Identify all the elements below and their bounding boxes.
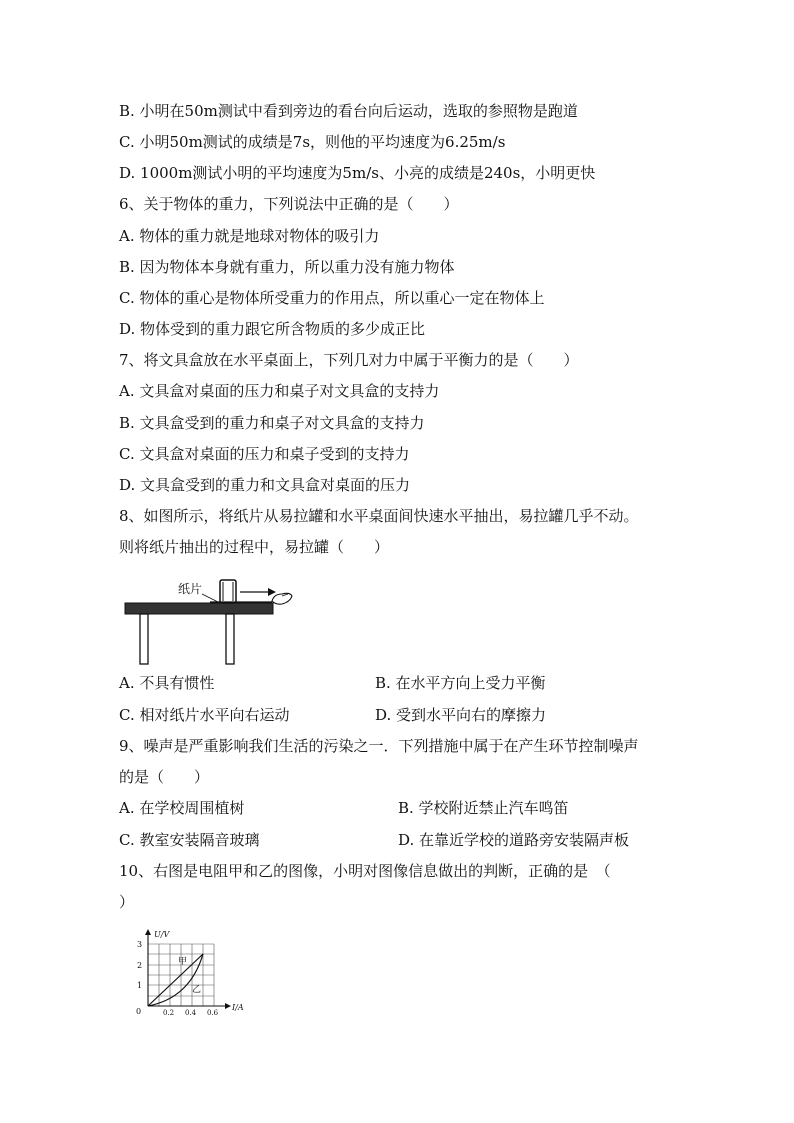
origin-label: 0 <box>136 1007 142 1016</box>
q7-stem: 7、将文具盒放在水平桌面上，下列几对力中属于平衡力的是（ ） <box>119 351 579 369</box>
q8-option-c: C. 相对纸片水平向右运动 <box>119 706 290 724</box>
q5-option-d: D. 1000m测试小明的平均速度为5m/s、小亮的成绩是240s，小明更快 <box>119 164 596 182</box>
q8-option-a: A. 不具有惯性 <box>119 674 215 692</box>
q8-option-d: D. 受到水平向右的摩擦力 <box>375 706 547 724</box>
q5-option-b: B. 小明在50m测试中看到旁边的看台向后运动，选取的参照物是跑道 <box>119 102 578 120</box>
q10-stem-line-2: ） <box>119 893 135 911</box>
q7-option-c: C. 文具盒对桌面的压力和桌子受到的支持力 <box>119 445 410 463</box>
pull-arrow-icon <box>268 588 276 596</box>
y-tick-2: 2 <box>137 961 143 970</box>
q9-stem-line-1: 9、噪声是严重影响我们生活的污染之一．下列措施中属于在产生环节控制噪声 <box>119 737 639 755</box>
q6-option-a: A. 物体的重力就是地球对物体的吸引力 <box>119 227 380 245</box>
y-axis-label: U/V <box>154 930 170 939</box>
soda-can <box>220 580 236 603</box>
q9-option-a: A. 在学校周围植树 <box>119 799 245 817</box>
y-tick-3: 3 <box>137 940 143 949</box>
q7-option-a: A. 文具盒对桌面的压力和桌子对文具盒的支持力 <box>119 382 440 400</box>
curve-label-jia: 甲 <box>178 957 188 967</box>
q8-option-b: B. 在水平方向上受力平衡 <box>375 674 546 692</box>
y-tick-1: 1 <box>137 981 143 990</box>
x-tick-0.2: 0.2 <box>163 1009 175 1017</box>
q6-option-c: C. 物体的重心是物体所受重力的作用点，所以重心一定在物体上 <box>119 289 545 307</box>
curve-label-yi: 乙 <box>192 985 202 995</box>
q7-option-b: B. 文具盒受到的重力和桌子对文具盒的支持力 <box>119 414 425 432</box>
q5-option-c: C. 小明50m测试的成绩是7s，则他的平均速度为6.25m/s <box>119 133 506 151</box>
q10-stem-line-1: 10、右图是电阻甲和乙的图像，小明对图像信息做出的判断，正确的是 （ <box>119 862 611 880</box>
q8-stem-line-2: 则将纸片抽出的过程中，易拉罐（ ） <box>119 538 390 556</box>
paper-label: 纸片 <box>178 582 203 596</box>
resistance-graph <box>128 926 260 1018</box>
table-can-paper-figure <box>122 574 297 666</box>
q6-stem: 6、关于物体的重力，下列说法中正确的是（ ） <box>119 195 459 213</box>
table-leg-left <box>140 614 148 664</box>
hand-icon <box>272 593 292 604</box>
q9-stem-line-2: 的是（ ） <box>119 768 210 786</box>
table-top <box>125 603 273 614</box>
q6-option-b: B. 因为物体本身就有重力，所以重力没有施力物体 <box>119 258 455 276</box>
q9-option-c: C. 教室安装隔音玻璃 <box>119 831 260 849</box>
q9-option-b: B. 学校附近禁止汽车鸣笛 <box>398 799 569 817</box>
q7-option-d: D. 文具盒受到的重力和文具盒对桌面的压力 <box>119 476 411 494</box>
x-tick-0.6: 0.6 <box>207 1009 219 1017</box>
q8-stem-line-1: 8、如图所示，将纸片从易拉罐和水平桌面间快速水平抽出，易拉罐几乎不动。 <box>119 507 639 525</box>
q6-option-d: D. 物体受到的重力跟它所含物质的多少成正比 <box>119 320 426 338</box>
q9-option-d: D. 在靠近学校的道路旁安装隔声板 <box>398 831 630 849</box>
curve-jia <box>148 954 203 1006</box>
table-leg-right <box>226 614 234 664</box>
x-axis-label: I/A <box>232 1003 244 1012</box>
x-tick-0.4: 0.4 <box>185 1009 197 1017</box>
